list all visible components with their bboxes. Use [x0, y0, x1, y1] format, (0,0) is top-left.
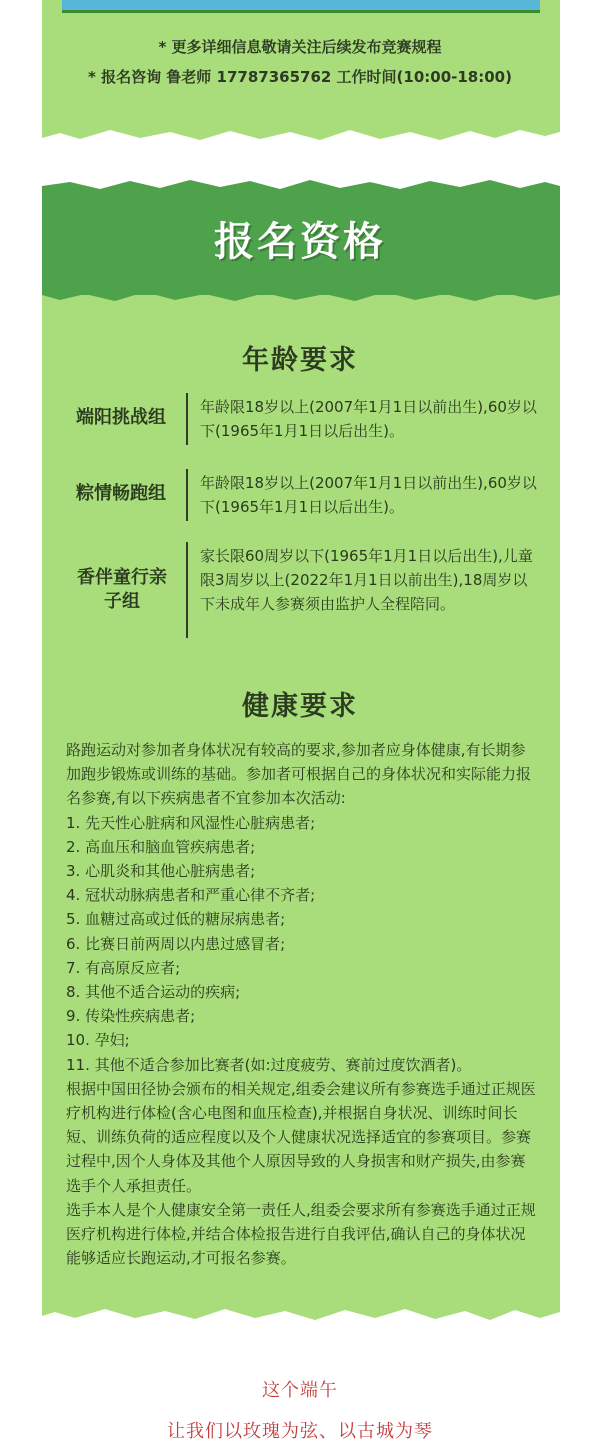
- top-info-card: [42, 0, 560, 128]
- condition-item: 8. 其他不适合运动的疾病;: [66, 983, 241, 1002]
- footer-line-1: 这个端午: [262, 1380, 338, 1401]
- group-label-fun-run: 粽情畅跑组: [76, 483, 166, 504]
- condition-item: 10. 孕妇;: [66, 1031, 130, 1050]
- condition-item: 9. 传染性疾病患者;: [66, 1007, 196, 1026]
- group-divider: [186, 542, 188, 638]
- torn-edge-card-bottom: [0, 1296, 600, 1326]
- group-divider: [186, 393, 188, 445]
- group-text-challenge: 年龄限18岁以上(2007年1月1日以前出生),60岁以下(1965年1月1日以后出生)。: [200, 398, 537, 440]
- condition-item: 6. 比赛日前两周以内患过感冒者;: [66, 934, 286, 953]
- health-paragraph-medical-check: 根据中国田径协会颁布的相关规定,组委会建议所有参赛选手通过正规医疗机构进行体检(含心电图和血压检查),并根据自身状况、训练时间长短、训练负荷的适应程度以及个人健康状况选择适宜的参赛项目。参赛过程中,因个人身体及其他个人原因导致的人身损害和财产损失,由参赛选手个人承担责任。: [66, 1079, 536, 1195]
- condition-item: 7. 有高原反应者;: [66, 958, 181, 977]
- group-text-fun-run: 年龄限18岁以上(2007年1月1日以前出生),60岁以下(1965年1月1日以后出生)。: [200, 474, 537, 516]
- condition-item: 3. 心肌炎和其他心脏病患者;: [66, 862, 256, 881]
- condition-item: 11. 其他不适合参加比赛者(如:过度疲劳、赛前过度饮酒者)。: [66, 1055, 472, 1074]
- footer-line-2: 让我们以玫瑰为弦、以古城为琴: [167, 1421, 433, 1442]
- group-label-family: 香伴童行亲子组: [77, 567, 167, 612]
- torn-edge-header-bottom: [0, 288, 600, 308]
- health-paragraph-responsibility: 选手本人是个人健康安全第一责任人,组委会要求所有参赛选手通过正规医疗机构进行体检,并结合体检报告进行自我评估,确认自己的身体状况能够适应长跑运动,才可报名参赛。: [66, 1200, 536, 1268]
- group-text-family: 家长限60周岁以下(1965年1月1日以后出生),儿童限3周岁以上(2022年1月1日以前出生),18周岁以下未成年人参赛须由监护人全程陪同。: [200, 547, 533, 613]
- condition-item: 4. 冠状动脉病患者和严重心律不齐者;: [66, 886, 316, 905]
- health-requirements-body: [66, 738, 540, 1270]
- condition-item: 2. 高血压和脑血管疾病患者;: [66, 837, 256, 856]
- top-image-strip: [62, 0, 540, 13]
- section-title: 报名资格: [214, 219, 386, 265]
- group-label-challenge: 端阳挑战组: [76, 407, 166, 428]
- health-requirements-title: 健康要求: [242, 691, 358, 722]
- group-divider: [186, 469, 188, 521]
- condition-item: 5. 血糖过高或过低的糖尿病患者;: [66, 910, 286, 929]
- age-requirements-title: 年龄要求: [242, 345, 358, 376]
- health-intro: 路跑运动对参加者身体状况有较高的要求,参加者应身体健康,有长期参加跑步锻炼或训练的基础。参加者可根据自己的身体状况和实际能力报名参赛,有以下疾病患者不宜参加本次活动:: [66, 741, 532, 808]
- note-contact: * 报名咨询 鲁老师 17787365762 工作时间(10:00-18:00): [88, 68, 512, 86]
- note-more-info: * 更多详细信息敬请关注后续发布竞赛规程: [158, 38, 442, 56]
- torn-edge-top-card: [0, 118, 600, 148]
- condition-item: 1. 先天性心脏病和风湿性心脏病患者;: [66, 813, 316, 832]
